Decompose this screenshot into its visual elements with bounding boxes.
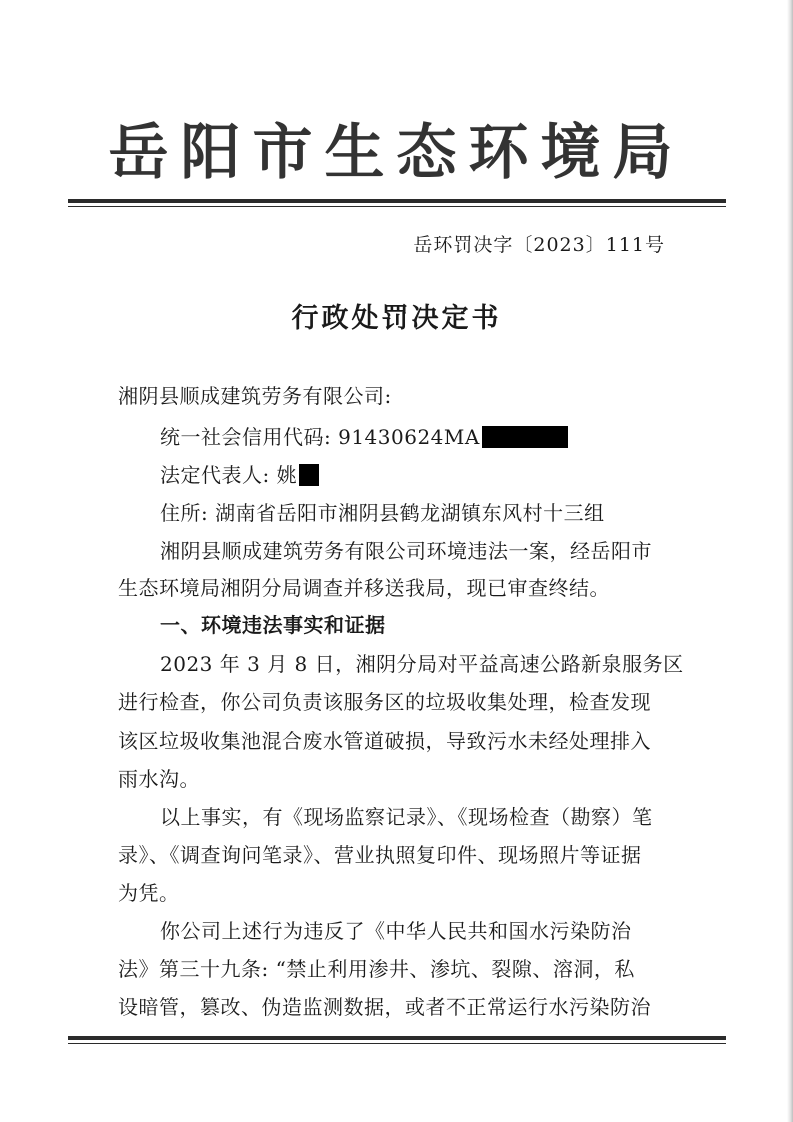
credit-code: [160, 421, 568, 450]
intro-line-1: 湘阴县顺成建筑劳务有限公司环境违法一案，经岳阳市: [160, 539, 652, 563]
violation-line-3: 设暗管，篡改、伪造监测数据，或者不正常运行水污染防治: [118, 995, 651, 1019]
footer-divider-thick: [68, 1036, 726, 1040]
header-divider-thick: [68, 199, 726, 203]
evidence-line-2: 录》、《调查询问笔录》、营业执照复印件、现场照片等证据: [118, 843, 642, 867]
credit-code-text: 统一社会信用代码: 91430624MA: [160, 425, 480, 449]
legal-representative-text: 法定代表人: 姚: [160, 463, 298, 487]
facts-line-2: 进行检查，你公司负责该服务区的垃圾收集处理，检查发现: [118, 690, 651, 714]
address: 住所: 湖南省岳阳市湘阴县鹤龙湖镇东风村十三组: [160, 501, 605, 525]
party-name: 湘阴县顺成建筑劳务有限公司:: [118, 384, 392, 408]
document-title: 行政处罚决定书: [291, 303, 502, 334]
agency-masthead: 岳阳市生态环境局: [108, 118, 685, 188]
facts-line-4: 雨水沟。: [118, 767, 200, 791]
facts-line-3: 该区垃圾收集池混合废水管道破损，导致污水未经处理排入: [118, 729, 651, 753]
intro-line-2: 生态环境局湘阴分局调查并移送我局，现已审查终结。: [118, 576, 610, 600]
violation-line-2: 法》第三十九条: “禁止利用渗井、渗坑、裂隙、溶洞，私: [118, 957, 635, 981]
violation-line-1: 你公司上述行为违反了《中华人民共和国水污染防治: [160, 919, 632, 943]
evidence-line-1: 以上事实，有《现场监察记录》、《现场检查（勘察）笔: [160, 805, 653, 829]
footer-divider: [68, 1036, 726, 1044]
footer-divider-thin: [68, 1043, 726, 1044]
redaction-block: [482, 426, 568, 448]
redaction-block: [299, 464, 319, 486]
header-divider-thin: [68, 206, 726, 207]
section-heading-facts: 一、环境违法事实和证据: [160, 613, 386, 637]
header-divider: [68, 199, 726, 207]
evidence-line-3: 为凭。: [118, 881, 180, 905]
document-number: 岳环罚决字〔2023〕111号: [413, 234, 665, 256]
legal-representative: [160, 459, 319, 488]
facts-line-1: 2023 年 3 月 8 日，湘阴分局对平益高速公路新泉服务区: [160, 652, 684, 676]
